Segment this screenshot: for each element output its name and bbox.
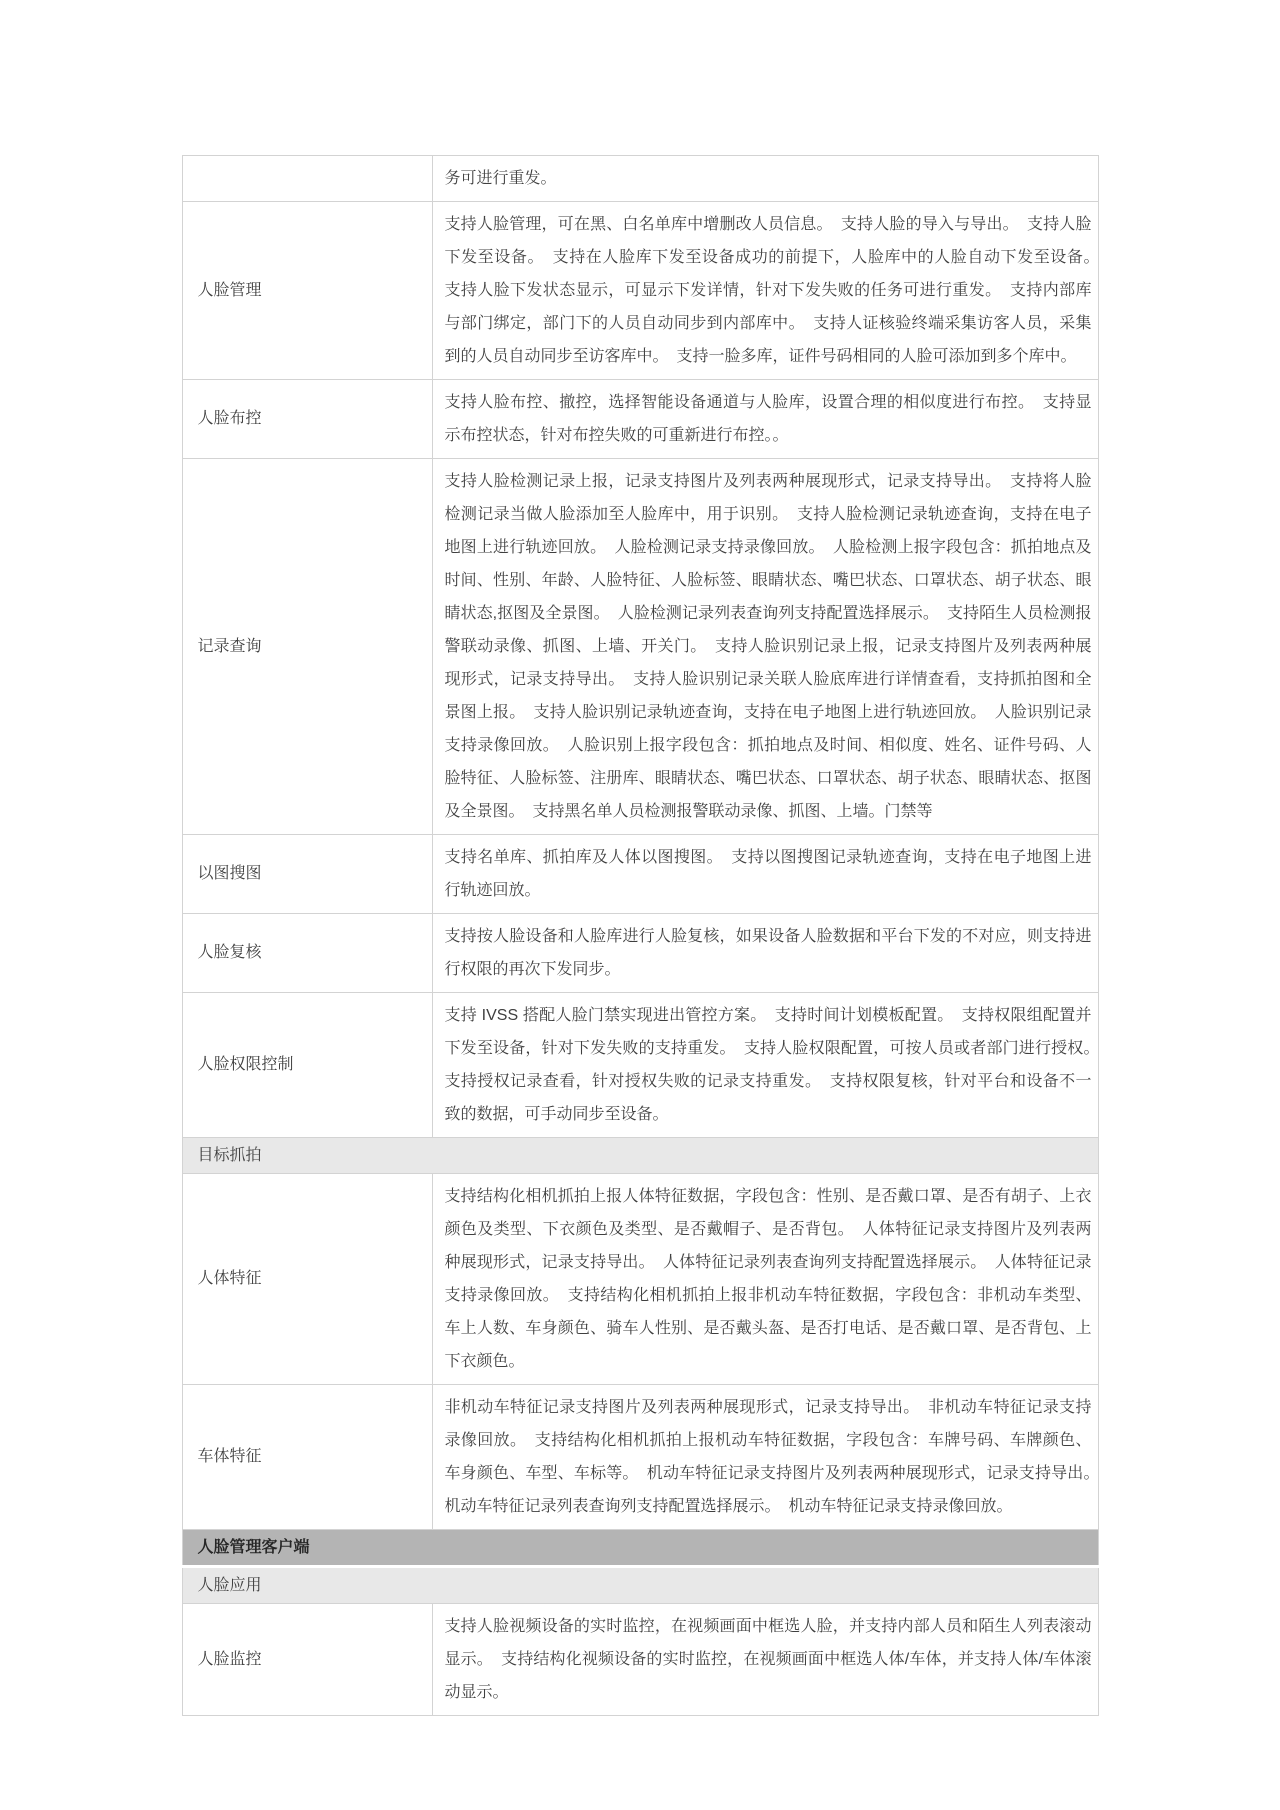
- feature-desc-cell: 支持人脸布控、撤控，选择智能设备通道与人脸库，设置合理的相似度进行布控。 支持显示布控状态，针对布控失败的可重新进行布控。。: [432, 380, 1098, 459]
- section-header-row: [182, 1567, 1098, 1604]
- table-row: [182, 1604, 1098, 1716]
- feature-name-cell: [182, 156, 432, 202]
- table-row: [182, 380, 1098, 459]
- feature-name-cell: 车体特征: [182, 1385, 432, 1530]
- feature-name-cell: 记录查询: [182, 459, 432, 835]
- feature-desc-cell: 务可进行重发。: [432, 156, 1098, 202]
- section-header-cell: 人脸应用: [182, 1567, 1098, 1604]
- table-row: [182, 156, 1098, 202]
- feature-spec-table: [182, 155, 1108, 1716]
- table-row: [182, 835, 1098, 914]
- feature-desc-cell: 非机动车特征记录支持图片及列表两种展现形式，记录支持导出。 非机动车特征记录支持录像回放。 支持结构化相机抓拍上报机动车特征数据，字段包含：车牌号码、车牌颜色、车身颜色、车型、车标等。 机动车特征记录支持图片及列表两种展现形式，记录支持导出。 机动车特征记录列表查询列支持配置选择展示。 机动车特征记录支持录像回放。: [432, 1385, 1098, 1530]
- feature-name-cell: 以图搜图: [182, 835, 432, 914]
- feature-name-cell: 人体特征: [182, 1174, 432, 1385]
- table-row: [182, 202, 1098, 380]
- feature-desc-cell: 支持人脸管理，可在黑、白名单库中增删改人员信息。 支持人脸的导入与导出。 支持人脸下发至设备。 支持在人脸库下发至设备成功的前提下，人脸库中的人脸自动下发至设备。 支持人脸下发状态显示，可显示下发详情，针对下发失败的任务可进行重发。 支持内部库与部门绑定，部门下的人员自动同步到内部库中。 支持人证核验终端采集访客人员，采集到的人员自动同步至访客库中。 支持一脸多库，证件号码相同的人脸可添加到多个库中。: [432, 202, 1098, 380]
- feature-desc-cell: 支持人脸视频设备的实时监控，在视频画面中框选人脸，并支持内部人员和陌生人列表滚动显示。 支持结构化视频设备的实时监控，在视频画面中框选人体/车体，并支持人体/车体滚动显示。: [432, 1604, 1098, 1716]
- feature-desc-cell: 支持名单库、抓拍库及人体以图搜图。 支持以图搜图记录轨迹查询，支持在电子地图上进行轨迹回放。: [432, 835, 1098, 914]
- table-row: [182, 1385, 1098, 1530]
- section-header-cell: 人脸管理客户端: [182, 1530, 1098, 1567]
- feature-name-cell: 人脸布控: [182, 380, 432, 459]
- document-page: [0, 155, 1280, 1810]
- feature-name-cell: 人脸复核: [182, 914, 432, 993]
- feature-desc-cell: 支持人脸检测记录上报，记录支持图片及列表两种展现形式，记录支持导出。 支持将人脸检测记录当做人脸添加至人脸库中，用于识别。 支持人脸检测记录轨迹查询，支持在电子地图上进行轨迹回放。 人脸检测记录支持录像回放。 人脸检测上报字段包含：抓拍地点及时间、性别、年龄、人脸特征、人脸标签、眼睛状态、嘴巴状态、口罩状态、胡子状态、眼睛状态,抠图及全景图。 人脸检测记录列表查询列支持配置选择展示。 支持陌生人员检测报警联动录像、抓图、上墙、开关门。 支持人脸识别记录上报，记录支持图片及列表两种展现形式，记录支持导出。 支持人脸识别记录关联人脸底库进行详情查看，支持抓拍图和全景图上报。 支持人脸识别记录轨迹查询，支持在电子地图上进行轨迹回放。 人脸识别记录支持录像回放。 人脸识别上报字段包含：抓拍地点及时间、相似度、姓名、证件号码、人脸特征、人脸标签、注册库、眼睛状态、嘴巴状态、口罩状态、胡子状态、眼睛状态、抠图及全景图。 支持黑名单人员检测报警联动录像、抓图、上墙。门禁等: [432, 459, 1098, 835]
- feature-desc-cell: 支持 IVSS 搭配人脸门禁实现进出管控方案。 支持时间计划模板配置。 支持权限组配置并下发至设备，针对下发失败的支持重发。 支持人脸权限配置，可按人员或者部门进行授权。 支持授权记录查看，针对授权失败的记录支持重发。 支持权限复核，针对平台和设备不一致的数据，可手动同步至设备。: [432, 993, 1098, 1138]
- table-row: [182, 459, 1098, 835]
- feature-name-cell: 人脸监控: [182, 1604, 432, 1716]
- feature-desc-cell: 支持结构化相机抓拍上报人体特征数据，字段包含：性别、是否戴口罩、是否有胡子、上衣颜色及类型、下衣颜色及类型、是否戴帽子、是否背包。 人体特征记录支持图片及列表两种展现形式，记录支持导出。 人体特征记录列表查询列支持配置选择展示。 人体特征记录支持录像回放。 支持结构化相机抓拍上报非机动车特征数据，字段包含：非机动车类型、车上人数、车身颜色、骑车人性别、是否戴头盔、是否打电话、是否戴口罩、是否背包、上下衣颜色。: [432, 1174, 1098, 1385]
- feature-name-cell: 人脸管理: [182, 202, 432, 380]
- table-row: [182, 914, 1098, 993]
- feature-name-cell: 人脸权限控制: [182, 993, 432, 1138]
- table-row: [182, 1174, 1098, 1385]
- feature-desc-cell: 支持按人脸设备和人脸库进行人脸复核，如果设备人脸数据和平台下发的不对应，则支持进行权限的再次下发同步。: [432, 914, 1098, 993]
- table-row: [182, 993, 1098, 1138]
- section-header-row: [182, 1138, 1098, 1174]
- section-header-row: [182, 1530, 1098, 1567]
- section-header-cell: 目标抓拍: [182, 1138, 1098, 1174]
